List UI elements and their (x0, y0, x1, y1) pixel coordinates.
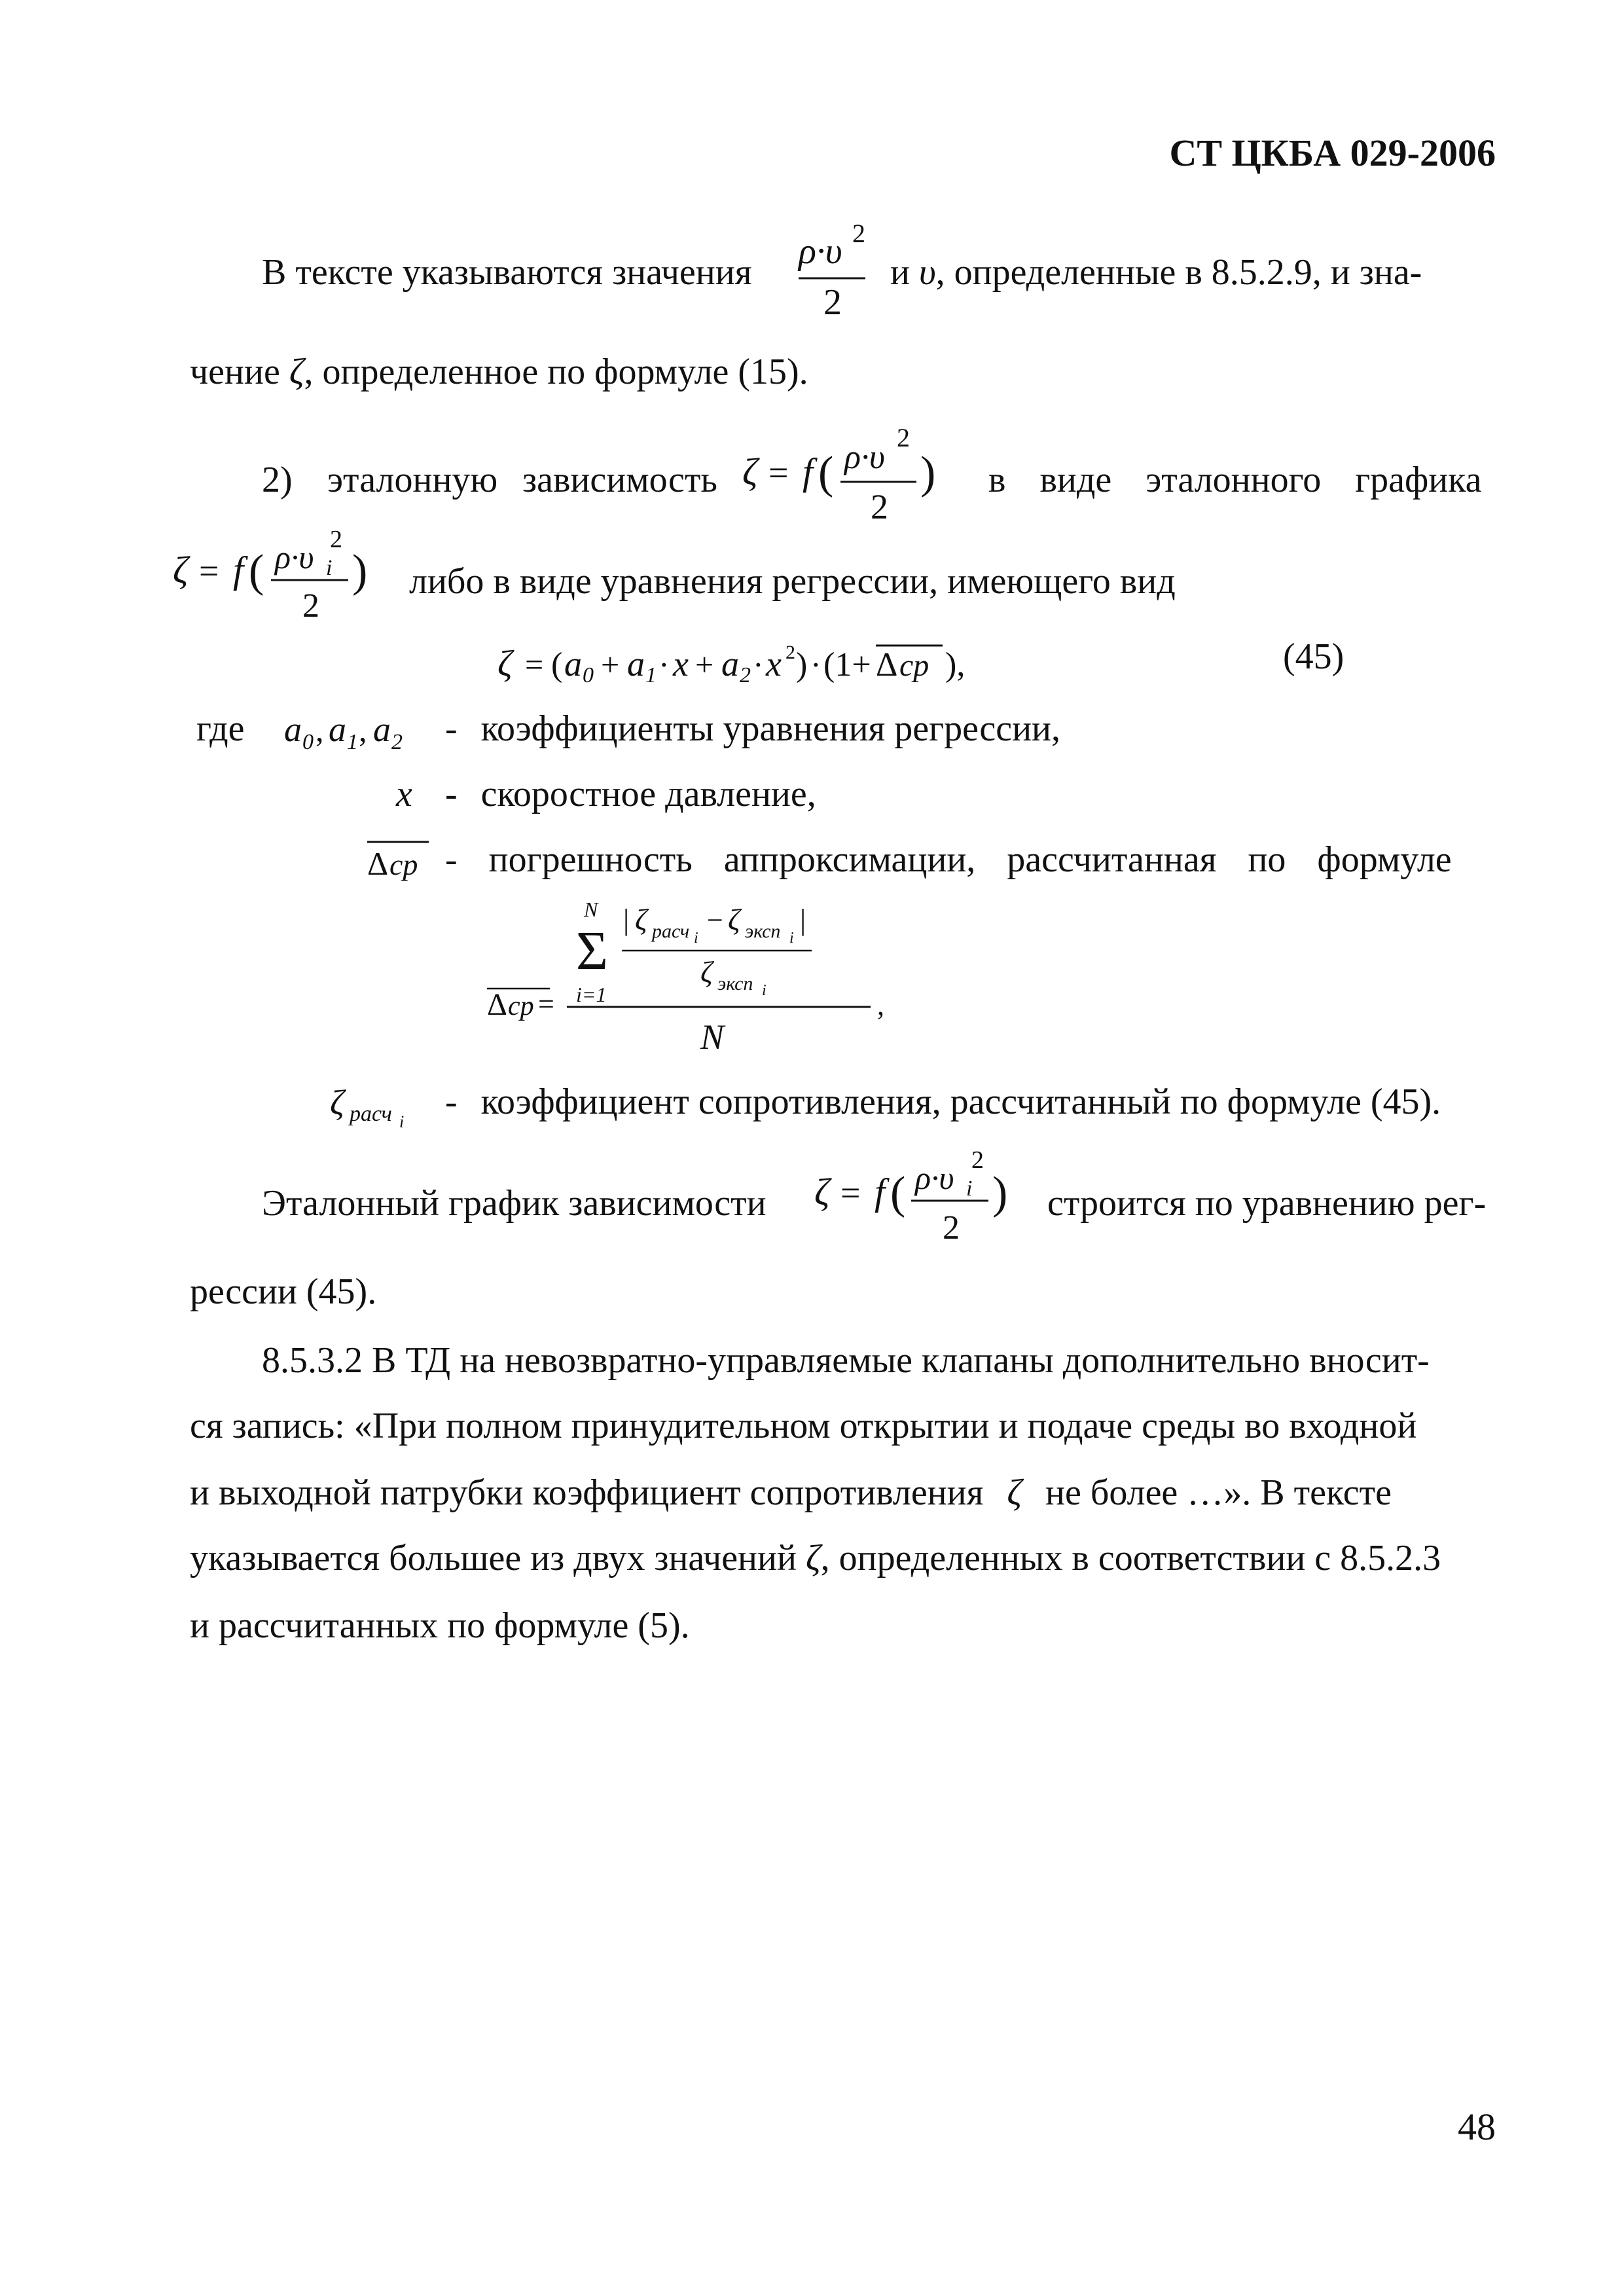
svg-text:cp: cp (389, 848, 418, 881)
svg-text:a: a (284, 710, 302, 749)
item2-word2: зависимость (522, 460, 717, 500)
svg-text:): ) (796, 646, 808, 683)
legend-symbol-zeta-calc (327, 1074, 439, 1133)
svg-text:|: | (800, 903, 806, 936)
para4-line5: и рассчитанных по формуле (5). (190, 1605, 690, 1646)
formula-zeta-f-rho-vi2 (170, 524, 393, 635)
velocity-symbol: υ (918, 252, 936, 293)
svg-text:ζ: ζ (742, 450, 758, 493)
svg-text:(: ( (818, 448, 834, 498)
svg-text:i: i (694, 930, 698, 947)
legend-row-1 (445, 710, 1060, 747)
legend-where: где (196, 708, 245, 749)
para3-tail: строится по уравнению рег- (1047, 1183, 1487, 1224)
svg-text:f: f (803, 450, 814, 493)
svg-text:Δ: Δ (876, 646, 898, 683)
zeta-symbol: ζ (805, 1538, 821, 1578)
svg-text:(: ( (551, 646, 563, 683)
legend-dash: - (445, 839, 458, 880)
para4-line4 (190, 1540, 1441, 1576)
svg-text:1: 1 (645, 663, 657, 687)
svg-text:a: a (627, 644, 645, 683)
legend-symbol-coefficients (281, 701, 432, 759)
svg-text:a: a (329, 710, 346, 749)
svg-text:2: 2 (823, 282, 842, 323)
svg-text:a: a (721, 644, 739, 683)
svg-text:=: = (768, 453, 789, 492)
svg-text:ζ: ζ (700, 955, 713, 989)
svg-text:=: = (525, 646, 544, 683)
svg-text:расч: расч (652, 920, 690, 942)
legend-text: коэффициент сопротивления, рассчитанный по формуле (45). (480, 1082, 1441, 1122)
para1-line1 (262, 254, 751, 291)
regression-equation (491, 629, 1041, 694)
zeta-symbol: ζ (1007, 1472, 1022, 1513)
svg-text:): ) (992, 1168, 1008, 1218)
para4-line3 (190, 1474, 1392, 1511)
svg-text:Δ: Δ (487, 987, 507, 1022)
svg-text:2: 2 (971, 1146, 984, 1174)
svg-text:·: · (810, 646, 821, 683)
para4-line4-a: указывается большее из двух значений (190, 1538, 797, 1578)
para1-text-and: и (890, 252, 910, 293)
svg-text:(1+: (1+ (823, 646, 871, 683)
equation-number-45: (45) (1283, 636, 1344, 677)
item2-tail: в виде эталонного графика (988, 460, 1482, 500)
svg-text:a: a (373, 710, 391, 749)
svg-text:2: 2 (852, 219, 865, 248)
legend-text: погрешность аппроксимации, рассчитанная по формуле (488, 839, 1452, 880)
svg-text:(: ( (890, 1168, 906, 1218)
legend-row-4 (445, 1084, 1441, 1120)
svg-text:,: , (877, 989, 884, 1021)
svg-text:расч: расч (350, 1102, 392, 1126)
svg-text:=: = (840, 1173, 861, 1212)
legend-row-2 (445, 776, 816, 812)
svg-text:эксп: эксп (745, 920, 781, 942)
para4-line3-a: и выходной патрубки коэффициент сопротивления (190, 1472, 984, 1513)
svg-text:ρ·υ: ρ·υ (844, 439, 885, 476)
svg-text:i: i (789, 930, 794, 947)
para4-line4-b: , определенных в соответствии с 8.5.2.3 (820, 1538, 1441, 1578)
svg-text:·: · (659, 646, 670, 683)
item2-num: 2) (262, 460, 293, 500)
svg-text:2: 2 (740, 663, 751, 687)
svg-text:0: 0 (583, 663, 594, 687)
svg-text:cp: cp (899, 648, 929, 683)
svg-text:i: i (399, 1112, 405, 1131)
legend-row-3 (445, 841, 1452, 878)
svg-text:=: = (199, 551, 219, 591)
svg-text:2: 2 (897, 423, 910, 452)
legend-dash: - (445, 1082, 458, 1122)
svg-text:ρ·υ: ρ·υ (915, 1159, 954, 1196)
svg-text:N: N (700, 1017, 725, 1057)
svg-text:i=1: i=1 (576, 983, 607, 1006)
svg-text:f: f (875, 1171, 886, 1213)
svg-text:=: = (538, 988, 554, 1020)
formula-zeta-f-rho-v2 (740, 419, 962, 537)
formula-zeta-f-rho-vi2-2 (812, 1139, 1034, 1257)
svg-text:ζ: ζ (728, 903, 740, 936)
svg-text:i: i (762, 982, 767, 999)
svg-text:cp: cp (508, 991, 534, 1021)
document-code: СТ ЦКБА 029-2006 (1169, 132, 1496, 174)
para1-text-before: В тексте указываются значения (262, 252, 752, 293)
svg-text:),: ), (945, 646, 965, 683)
svg-text:ζ: ζ (330, 1083, 344, 1122)
svg-text:i: i (966, 1176, 973, 1201)
legend-symbol-x: x (396, 774, 412, 814)
item2-line2: либо в виде уравнения регрессии, имеющего вид (409, 561, 1176, 602)
formula-rho-v2-over-2 (792, 216, 871, 327)
svg-text:|: | (623, 903, 630, 936)
para3-line2: рессии (45). (190, 1271, 377, 1312)
svg-text:(: ( (249, 546, 264, 596)
svg-text:2: 2 (391, 730, 403, 754)
svg-text:x: x (673, 644, 689, 683)
svg-text:2: 2 (943, 1209, 960, 1247)
svg-text:ζ: ζ (497, 644, 513, 684)
svg-text:ρ·υ: ρ·υ (799, 231, 842, 272)
svg-text:·: · (753, 646, 764, 683)
para1-line1-tail (890, 254, 1422, 291)
para1-line2-end: , определенное по формуле (15). (304, 352, 808, 392)
svg-text:−: − (707, 904, 723, 936)
svg-text:): ) (920, 448, 936, 498)
svg-text:2: 2 (302, 587, 319, 625)
svg-text:Δ: Δ (367, 845, 389, 882)
svg-text:ρ·υ: ρ·υ (275, 539, 314, 575)
svg-text:Σ: Σ (576, 920, 608, 981)
legend-dash: - (445, 708, 458, 749)
svg-text:+: + (695, 646, 714, 683)
svg-text:ζ: ζ (635, 903, 647, 936)
svg-text:1: 1 (347, 730, 358, 754)
legend-text: скоростное давление, (480, 774, 816, 814)
svg-text:ζ: ζ (814, 1171, 830, 1213)
svg-text:i: i (326, 556, 333, 580)
legend-text: коэффициенты уравнения регрессии, (480, 708, 1061, 749)
formula-delta-cp (484, 897, 903, 1067)
para4-line1: 8.5.3.2 В ТД на невозвратно-управляемые клапаны дополнительно вносит- (262, 1340, 1430, 1381)
para4-line2: ся запись: «При полном принудительном открытии и подаче среды во входной (190, 1406, 1417, 1446)
svg-text:0: 0 (302, 730, 314, 754)
svg-text:2: 2 (330, 526, 342, 553)
page-number: 48 (1458, 2105, 1496, 2148)
item2-word1: эталонную (327, 460, 498, 500)
svg-text:,: , (359, 712, 367, 748)
svg-text:2: 2 (871, 487, 888, 526)
svg-text:ζ: ζ (173, 549, 189, 591)
para4-line3-b: не более …». В тексте (1045, 1472, 1392, 1513)
legend-dash: - (445, 774, 458, 814)
svg-text:): ) (352, 546, 368, 596)
svg-text:+: + (601, 646, 620, 683)
svg-text:,: , (316, 712, 324, 748)
svg-text:a: a (564, 644, 582, 683)
para1-text-after: , определенные в 8.5.2.9, и зна- (935, 252, 1422, 293)
svg-text:f: f (233, 549, 244, 591)
para3-line1: Эталонный график зависимости (262, 1183, 767, 1224)
para1-line2-start: чение (190, 352, 280, 392)
legend-symbol-delta-cp (363, 831, 435, 890)
para1-line2 (190, 354, 808, 390)
svg-text:x: x (766, 644, 782, 683)
svg-text:2: 2 (785, 642, 795, 663)
zeta-symbol: ζ (289, 352, 304, 392)
svg-text:эксп: эксп (717, 973, 753, 994)
svg-text:N: N (584, 898, 598, 921)
